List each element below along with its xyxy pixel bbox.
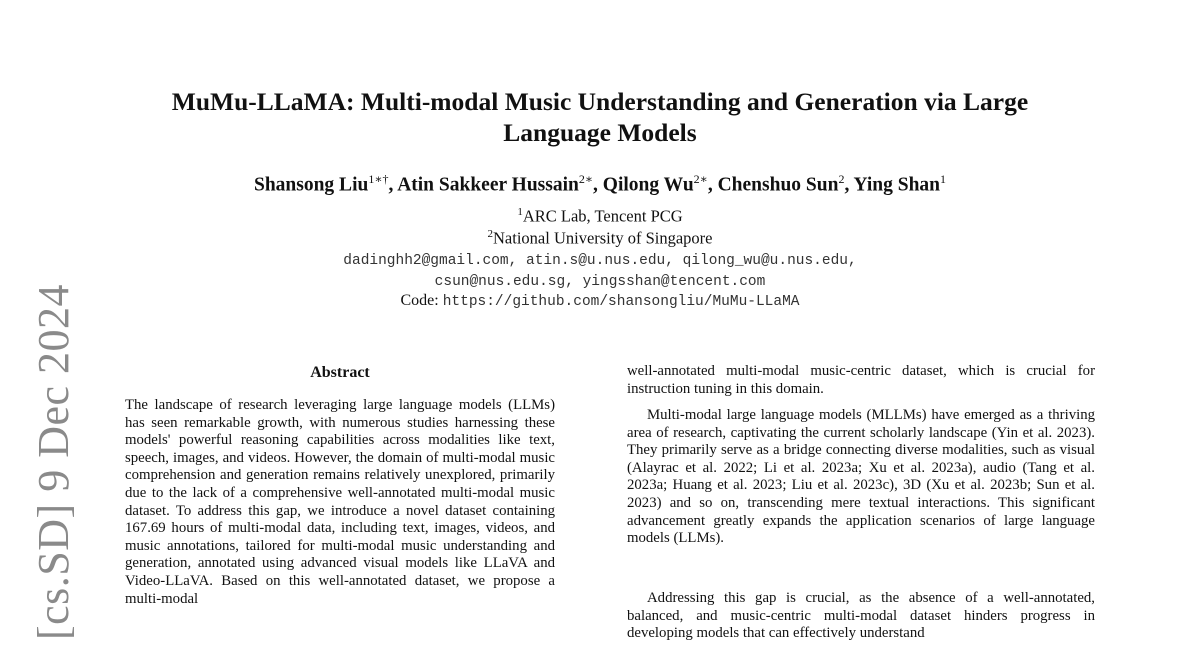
body-paragraph: Multi-modal large language models (MLLMs) have emerged as a thriving area of research, captivating the current scholarly landscape (Yin et al. 2023). They primarily serve as a bridge connecting diverse modalities, such as visual (Alayrac et al. 2022; Li et al. 2023a; Xu et al. 2023a), audio (Tang et al. 2023a; Huang et al. 2023; Liu et al. 2023c), 3D (Xu et al. 2023b; Sun et al. 2023) and so on, transcending mere textual interactions. This significant advancement greatly expands the application scenarios of large language models (LLMs).: [627, 407, 1095, 547]
affiliation-text: ARC Lab, Tencent PCG: [522, 206, 683, 226]
abstract-body: The landscape of research leveraging large language models (LLMs) has seen remarkable growth, with numerous studies harnessing these models' powerful reasoning capabilities across modalities like text, speech, images, and videos. However, the domain of multi-modal music comprehension and generation remains relatively unexplored, primarily due to the lack of a comprehensive well-annotated multi-modal music dataset. To address this gap, we introduce a novel dataset containing 167.69 hours of multi-modal data, including text, images, videos, and music annotations, tailored for multi-modal music understanding and generation, annotated using advanced visual models like LLaVA and Video-LLaVA. Based on this well-annotated dataset, we propose a multi-modal: [125, 397, 555, 607]
author-mark: 1∗†: [368, 172, 389, 186]
author-name: Qilong Wu: [602, 174, 694, 196]
author-name: Ying Shan: [853, 174, 941, 196]
code-url-link[interactable]: https://github.com/shansongliu/MuMu-LLaMA: [442, 294, 800, 310]
affiliation: [150, 228, 1050, 249]
body-paragraph: Addressing this gap is crucial, as the absence of a well-annotated, balanced, and music-centric multi-modal dataset hinders progress in developing models that can effectively understand: [627, 590, 1095, 642]
author-mark: 1: [940, 172, 947, 186]
abstract-heading: Abstract: [310, 364, 370, 381]
affiliation: [150, 206, 1050, 227]
email-list-line: dadinghh2@gmail.com, atin.s@u.nus.edu, qilong_wu@u.nus.edu,: [343, 253, 857, 269]
code-link-line: [150, 292, 1050, 310]
author-name: Atin Sakkeer Hussain: [397, 174, 579, 196]
author-mark: 2: [838, 172, 845, 186]
affiliation-mark: 1: [517, 206, 523, 218]
paper-title: MuMu-LLaMA: Multi-modal Music Understanding and Generation via Large Language Models: [171, 87, 1029, 147]
code-label: Code:: [400, 292, 439, 309]
author-list: Shansong Liu$^{1∗\dagger}$, Atin Sakkeer Hussain$^{2∗}$, Qilong $Wu^{2∗}$, Chenshuo Sun$^2$, Ying Shan$^1$: [253, 172, 947, 196]
email-list-line: csun@nus.edu.sg, yingsshan@tencent.com: [434, 274, 766, 290]
author-name: Chenshuo Sun: [717, 174, 839, 196]
author-name: Shansong Liu: [253, 174, 369, 196]
affiliation-text: National University of Singapore: [493, 228, 713, 248]
author-mark: 2∗: [693, 172, 708, 186]
body-paragraph: well-annotated multi-modal music-centric dataset, which is crucial for instruction tuning in this domain.: [627, 363, 1095, 397]
affiliation-mark: 2: [487, 228, 493, 240]
author-mark: 2∗: [578, 172, 594, 186]
arxiv-identifier: [cs.SD] 9 Dec 2024: [29, 283, 78, 640]
